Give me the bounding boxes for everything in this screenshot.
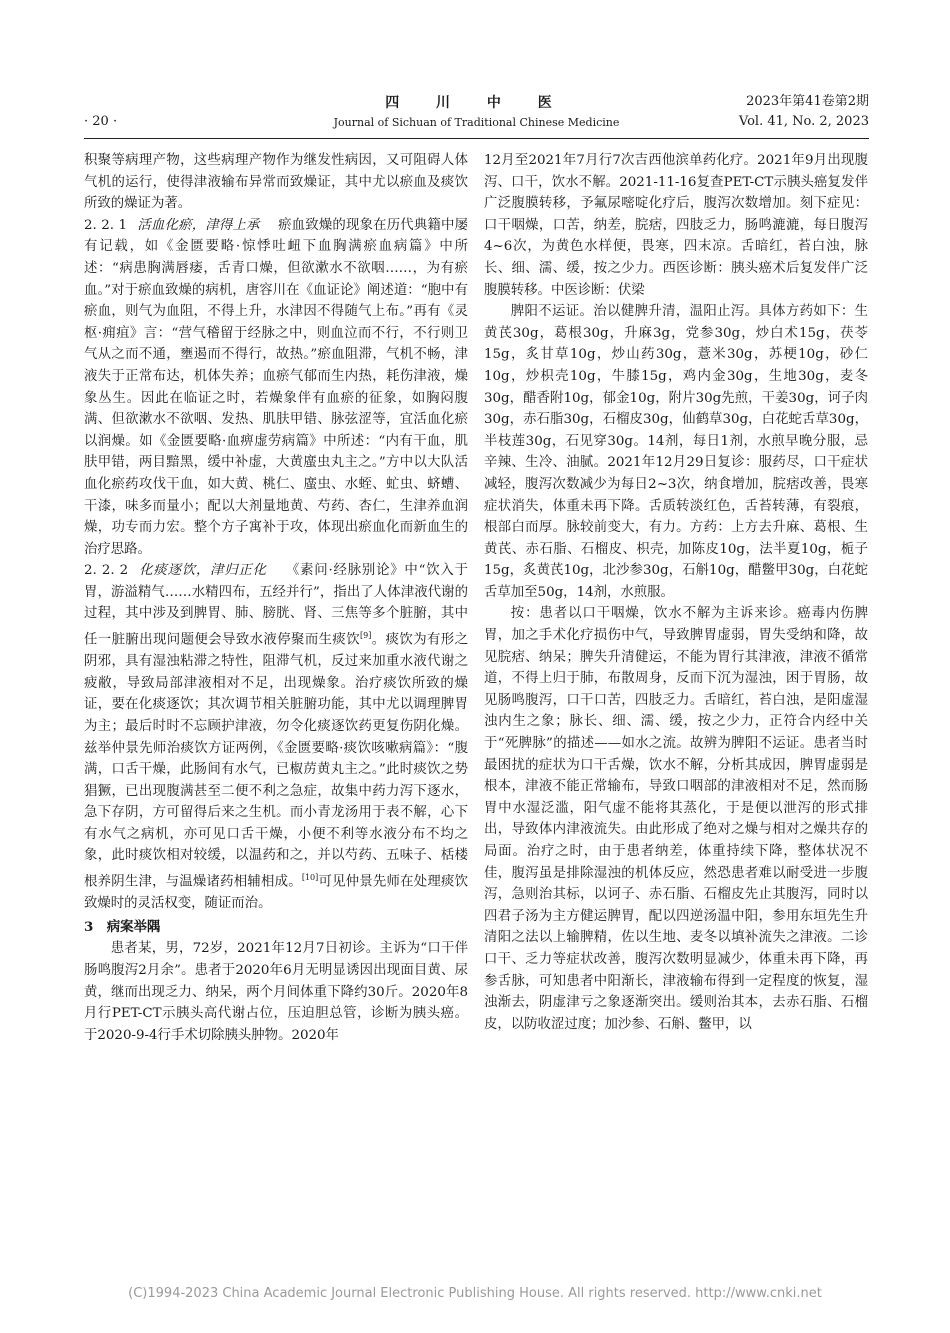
- section-number: 2. 2. 1: [84, 217, 127, 233]
- section-title: 活血化瘀，津得上承: [137, 217, 260, 233]
- header-rule: [84, 138, 869, 139]
- section-heading: 3 病案举隅: [84, 918, 161, 935]
- left-column: [84, 150, 468, 1046]
- journal-name-en: Journal of Sichuan of Traditional Chinese Medicine: [333, 116, 620, 129]
- paragraph: 积聚等病理产物，这些病理产物作为继发性病因，又可阻碍人体气机的运行，使得津液输布异常而致燥证，其中尤以瘀血及痰饮所致的燥证为著。: [84, 153, 468, 212]
- page-header: [84, 92, 869, 132]
- section-text: 《素问·经脉别论》中“饮入于胃，游溢精气……水精四布，五经并行”，指出了人体津液代谢的过程，其中涉及到脾胃、肺、膀胱、肾、三焦等多个脏腑，其中任一脏腑出现问题便会导致水液停聚而生痰饮: [84, 563, 469, 648]
- issue-en: Vol. 41, No. 2, 2023: [738, 114, 869, 129]
- section-text: 瘀血致燥的现象在历代典籍中屡有记载，如《金匮要略·惊悸吐衄下血胸满瘀血病篇》中所述：“病患胸满唇痿，舌青口燥，但欲漱水不欲咽……，为有瘀血。”对于瘀血致燥的病机，唐容川在《血证论》阐述道：“胞中有瘀血，则气为血阻，不得上升，水津因不得随气上布。”再有《灵枢·痈疽》言：“营气稽留于经脉之中，则血泣而不行，不行则卫气从之而不通，壅遏而不得行，故热。”瘀血阻滞，气机不畅，津液失于正常布达，机体失养；血瘀气郁而生内热，耗伤津液，燥象丛生。因此在临证之时，若燥象伴有血瘀的征象，如胸闷腹满、但欲漱水不欲咽、发热、肌肤甲错、脉弦涩等，宜活血化瘀以润燥。如《金匮要略·血痹虚劳病篇》中所述：“内有干血，肌肤甲错，两目黯黑，缓中补虚，大黄䗪虫丸主之。”方中以大队活血化瘀药攻伐干血，如大黄、桃仁、䗪虫、水蛭、虻虫、蛴螬、干漆，味多而量小；配以大剂量地黄、芍药、杏仁，生津养血润燥，功专而力宏。整个方子寓补于攻，体现出瘀血化而新血生的治疗思路。: [84, 217, 469, 557]
- paragraph: 患者某，男，72岁，2021年12月7日初诊。主诉为“口干伴肠鸣腹泻2月余”。患者于2020年6月无明显诱因出现面目黄、尿黄，继而出现乏力、纳呆，两个月间体重下降约30斤。2020年8月行PET-CT示胰头高代谢占位，压迫胆总管，诊断为胰头癌。于2020-9-4行手术切除胰头肿物。2020年: [84, 941, 468, 1043]
- paragraph: 12月至2021年7月行7次吉西他滨单药化疗。2021年9月出现腹泻、口干，饮水不解。2021-11-16复查PET-CT示胰头癌复发伴广泛腹膜转移，予氟尿嘧啶化疗后，腹泻次数增加。刻下症见：口干咽燥，口苦，纳差，脘痞，四肢乏力，肠鸣漉漉，每日腹泻4~6次，为黄色水样便，畏寒，四末凉。舌暗红，苔白浊，脉长、细、濡、缓，按之少力。西医诊断：胰头癌术后复发伴广泛腹膜转移。中医诊断：伏梁: [484, 153, 868, 298]
- section-2-2-2: [84, 560, 468, 914]
- section-text: 可见仲景先师在处理痰饮致燥时的灵活权变，随证而治。: [84, 874, 469, 912]
- paragraph: 脾阳不运证。治以健脾升清，温阳止泻。具体方药如下：生黄芪30g，葛根30g，升麻3g，党参30g，炒白术15g，茯苓15g，炙甘草10g，炒山药30g，薏米30g，苏梗10g，砂仁10g，炒枳壳10g，牛膝15g，鸡内金30g，生地30g，麦冬30g，醋香附10g，郁金10g，附片30g先煎，干姜30g，诃子肉30g，赤石脂30g，石榴皮30g，仙鹤草30g，白花蛇舌草30g，半枝莲30g，石见穿30g。14剂，每日1剂，水煎早晚分服，忌辛辣、生冷、油腻。2021年12月29日复诊：服药尽，口干症状减轻，腹泻次数减少为每日2~3次，纳食增加，脘痞改善，畏寒症状消失，体重未再下降。舌质转淡红色，舌苔转薄，有裂痕，根部白而厚。脉较前变大，有力。方药：上方去升麻、葛根、生黄芪、赤石脂、石榴皮、枳壳，加陈皮10g，法半夏10g，栀子15g，炙黄芪10g，北沙参30g，石斛10g，醋鳖甲30g，白花蛇舌草加至50g，14剂，水煎服。: [484, 304, 868, 600]
- section-title: 化痰逐饮，津归正化: [139, 563, 267, 579]
- issue-cn: 2023年第41卷第2期: [746, 94, 869, 109]
- reference-marker: [9]: [360, 631, 372, 641]
- section-2-2-1: [84, 215, 468, 561]
- right-column: [484, 150, 868, 1035]
- section-text: 。痰饮为有形之阴邪，具有湿浊粘滞之特性，阻滞气机，反过来加重水液代谢之疲敝，导致局部津液相对不足，出现燥象。治疗痰饮所致的燥证，要在化痰逐饮；其次调节相关脏腑功能，其中尤以调理脾胃为主；最后时时不忘顾护津液，勿令化痰逐饮药更复伤阴化燥。兹举仲景先师治痰饮方证两例，《金匮要略·痰饮咳嗽病篇》：“腹满，口舌干燥，此肠间有水气，已椒苈黄丸主之。”此时痰饮之势猖獗，已出现腹满甚至二便不利之急症，故集中药力泻下逐水，急下存阴，方可留得后来之生机。而小青龙汤用于表不解，心下有水气之病机，亦可见口舌干燥，小便不利等水液分布不均之象，此时痰饮相对较缓，以温药和之，并以芍药、五味子、栝楼根养阴生津，与温燥诸药相辅相成。: [84, 632, 469, 890]
- paragraph: 按：患者以口干咽燥，饮水不解为主诉来诊。癌毒内伤脾胃，加之手术化疗损伤中气，导致脾胃虚弱，胃失受纳和降，故见脘痞、纳呆；脾失升清健运，不能为胃行其津液，津液不循常道，不得上归于肺，布散周身，反而下沉为湿浊，困于胃肠，故见肠鸣腹泻，口干口苦，四肢乏力。舌暗红，苔白浊，是阳虚湿浊内生之象；脉长、细、濡、缓，按之少力，正符合内经中关于“死脾脉”的描述——如水之流。故辨为脾阳不运证。患者当时最困扰的症状为口干舌燥，饮水不解，分析其成因，脾胃虚弱是根本，津液不能正常输布，导致口咽部的津液相对不足，然而肠胃中水湿泛滥，阳气虚不能将其蒸化，于是便以泄泻的形式排出，导致体内津液流失。由此形成了绝对之燥与相对之燥共存的局面。治疗之时，由于患者纳差，体重持续下降，整体状况不佳，腹泻虽是排除湿浊的机体反应，然恐患者难以耐受进一步腹泻，急则治其标，以诃子、赤石脂、石榴皮先止其腹泻，同时以四君子汤为主方健运脾胃，配以四逆汤温中阳，参用东垣先生升清阳之法以上输脾精，佐以生地、麦冬以填补流失之津液。二诊口干、乏力等症状改善，腹泻次数明显减少，体重未再下降，再参舌脉，可知患者中阳渐长，津液输布得到一定程度的恢复，湿浊渐去，阴虚津亏之象逐渐突出。缓则治其本，去赤石脂、石榴皮，以防收涩过度；加沙参、石斛、鳖甲，以: [484, 606, 868, 1032]
- issue-info: [739, 92, 869, 132]
- copyright-footer: (C)1994-2023 China Academic Journal Electronic Publishing House. All rights reserved. http://www.cnki.net: [128, 1286, 822, 1301]
- journal-name-cn: 四 川 中 医: [385, 95, 568, 111]
- section-number: 2. 2. 2: [84, 563, 129, 579]
- page-number: · 20 ·: [84, 114, 118, 129]
- reference-marker: [10]: [301, 873, 319, 883]
